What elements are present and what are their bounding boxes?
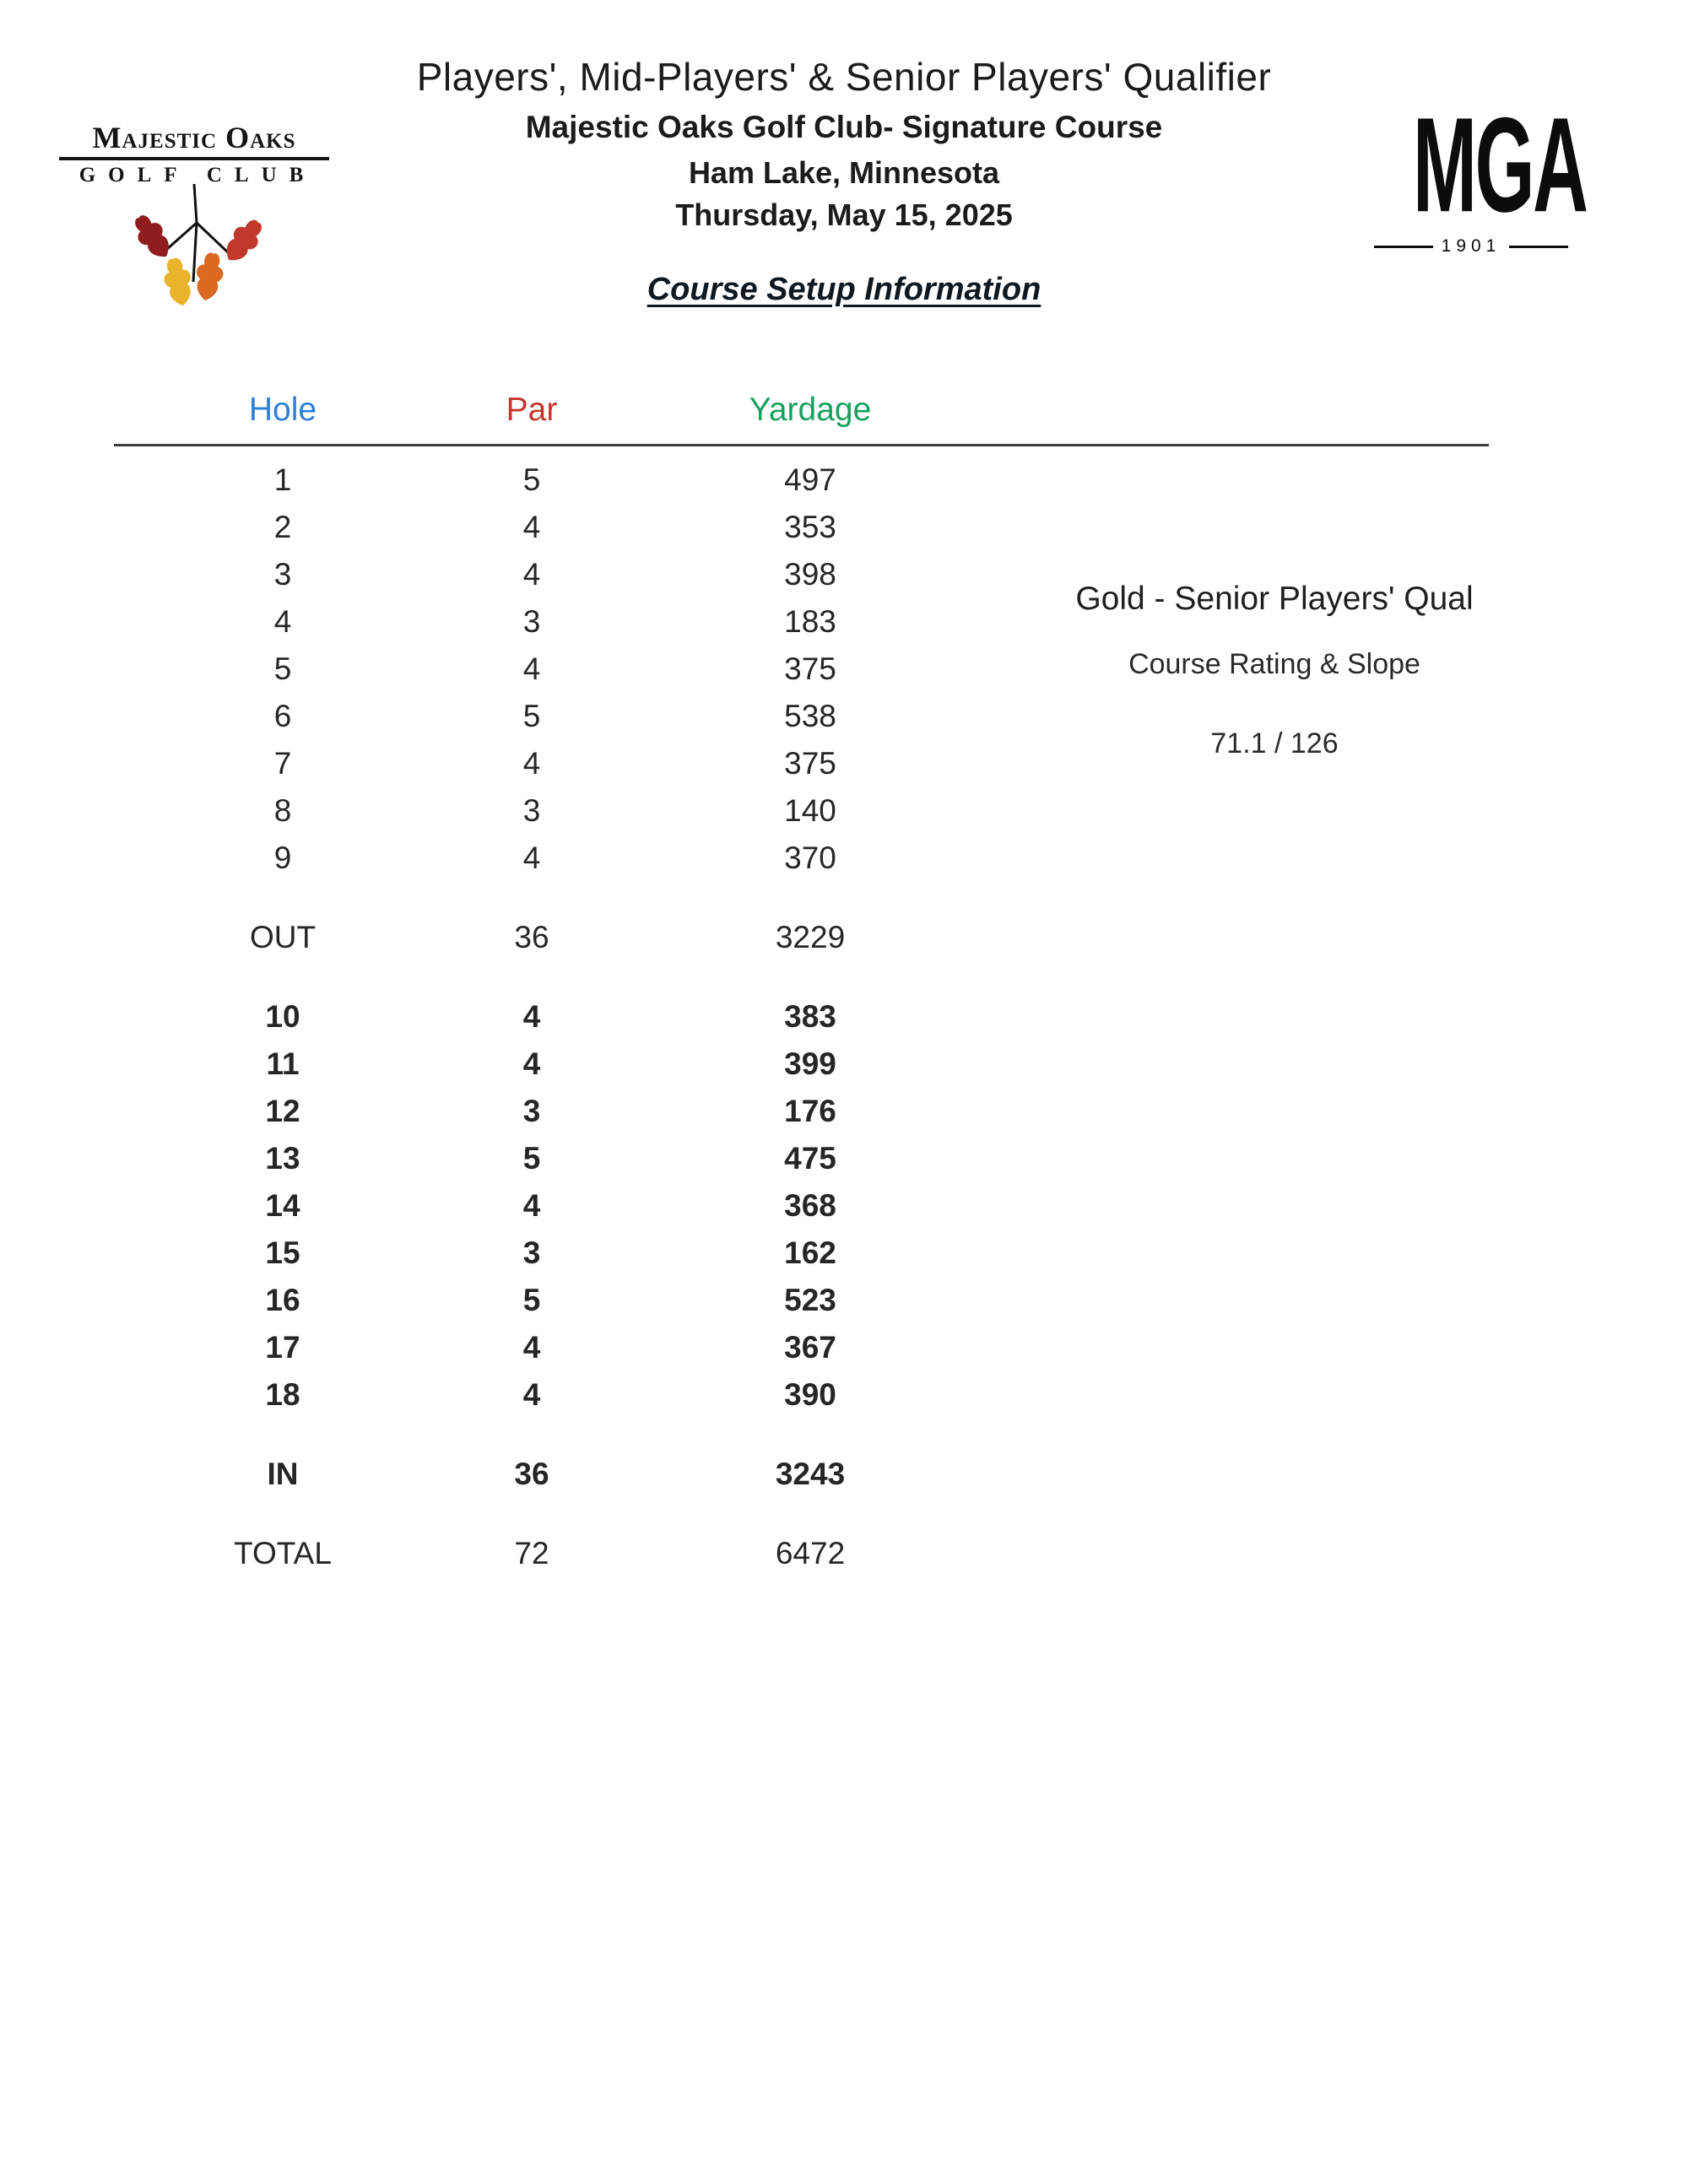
yardage-cell: 398 — [784, 557, 836, 592]
table-row — [114, 1182, 1489, 1230]
hole-cell: 18 — [265, 1377, 300, 1412]
table-row — [114, 1088, 1489, 1135]
yardage-cell: 370 — [784, 841, 836, 875]
par-cell: 4 — [522, 557, 541, 592]
table-row-out-summary — [114, 914, 1489, 961]
par-cell: 3 — [522, 1235, 541, 1270]
yardage-cell: 3229 — [775, 920, 846, 954]
yardage-cell: 475 — [784, 1141, 836, 1176]
par-cell: 4 — [522, 999, 541, 1034]
hole-cell: IN — [267, 1457, 299, 1491]
hole-cell: 6 — [273, 699, 292, 733]
hole-cell: 10 — [265, 999, 300, 1034]
table-row — [114, 993, 1489, 1041]
table-row — [114, 1277, 1489, 1324]
section-title: Course Setup Information — [647, 272, 1041, 307]
par-cell: 5 — [522, 1283, 541, 1317]
yardage-cell: 162 — [784, 1235, 836, 1270]
yardage-cell: 375 — [784, 746, 836, 781]
hole-cell: 9 — [273, 841, 292, 875]
hole-cell: 3 — [273, 557, 292, 592]
par-cell: 3 — [522, 604, 541, 639]
oak-leaves-icon — [114, 182, 274, 309]
table-row — [114, 457, 1489, 504]
table-row — [114, 1371, 1489, 1419]
column-header-yardage: Yardage — [749, 392, 872, 428]
par-cell: 36 — [514, 920, 549, 954]
majestic-oaks-logo — [59, 120, 329, 309]
mga-letters: MGA — [1413, 89, 1587, 241]
hole-cell: 7 — [273, 746, 292, 781]
yardage-cell: 368 — [784, 1188, 836, 1223]
par-cell: 4 — [522, 1046, 541, 1081]
par-cell: 4 — [522, 841, 541, 875]
table-row-in-summary — [114, 1451, 1489, 1498]
hole-cell: TOTAL — [234, 1536, 332, 1570]
yardage-cell: 176 — [784, 1094, 836, 1128]
hole-cell: 13 — [265, 1141, 300, 1176]
par-cell: 4 — [522, 1377, 541, 1412]
yardage-cell: 353 — [784, 510, 836, 544]
tee-name: Gold - Senior Players' Qual — [1075, 581, 1474, 617]
course-name: Majestic Oaks Golf Club- Signature Course — [525, 110, 1163, 144]
tee-info-block — [996, 579, 1553, 761]
par-cell: 4 — [522, 510, 541, 544]
yardage-cell: 367 — [784, 1330, 836, 1365]
par-cell: 36 — [514, 1457, 549, 1491]
club-logo-subtitle: GOLF CLUB — [78, 164, 316, 187]
par-cell: 4 — [522, 651, 541, 686]
hole-cell: 12 — [265, 1094, 300, 1128]
table-row — [114, 787, 1489, 835]
yardage-cell: 183 — [784, 604, 836, 639]
hole-cell: 4 — [273, 604, 292, 639]
course-rating-value: 71.1 / 126 — [1210, 727, 1339, 760]
par-cell: 72 — [514, 1536, 549, 1570]
hole-cell: 16 — [265, 1283, 300, 1317]
yardage-cell: 399 — [784, 1046, 836, 1081]
par-cell: 4 — [522, 1188, 541, 1223]
yardage-cell: 6472 — [775, 1536, 846, 1570]
hole-cell: 14 — [265, 1188, 300, 1223]
mga-year: 1901 — [1441, 236, 1501, 256]
hole-cell: 8 — [273, 793, 292, 828]
hole-cell: 17 — [265, 1330, 300, 1365]
par-cell: 4 — [522, 1330, 541, 1365]
hole-cell: OUT — [249, 920, 316, 954]
yardage-cell: 375 — [784, 651, 836, 686]
course-rating-label: Course Rating & Slope — [1128, 648, 1420, 680]
mga-year-line-right — [1509, 246, 1568, 248]
par-cell: 4 — [522, 746, 541, 781]
yardage-cell: 3243 — [775, 1457, 846, 1491]
table-row — [114, 1230, 1489, 1277]
event-date: Thursday, May 15, 2025 — [675, 197, 1013, 232]
hole-cell: 15 — [265, 1235, 300, 1270]
mga-year-line-left — [1374, 246, 1433, 248]
yardage-cell: 523 — [784, 1283, 836, 1317]
par-cell: 3 — [522, 1094, 541, 1128]
event-location: Ham Lake, Minnesota — [688, 155, 1000, 190]
column-header-hole: Hole — [248, 392, 317, 428]
table-row — [114, 1324, 1489, 1371]
table-row — [114, 1135, 1489, 1182]
table-row-total-summary — [114, 1530, 1489, 1577]
hole-cell: 11 — [266, 1046, 300, 1081]
par-cell: 5 — [522, 699, 541, 733]
par-cell: 3 — [522, 793, 541, 828]
column-header-par: Par — [506, 392, 558, 428]
table-row — [114, 504, 1489, 551]
par-cell: 5 — [522, 462, 541, 497]
table-row — [114, 1041, 1489, 1088]
mga-logo — [1374, 89, 1587, 257]
club-logo-name: Majestic Oaks — [59, 120, 329, 160]
course-setup-table — [114, 390, 1489, 1577]
table-row — [114, 835, 1489, 882]
yardage-cell: 538 — [784, 699, 836, 733]
yardage-cell: 383 — [784, 999, 836, 1034]
hole-cell: 5 — [273, 651, 292, 686]
header-divider-line — [114, 444, 1489, 446]
event-title: Players', Mid-Players' & Senior Players' Qualifier — [416, 55, 1272, 99]
hole-cell: 1 — [273, 462, 292, 497]
yardage-cell: 497 — [784, 462, 836, 497]
hole-cell: 2 — [273, 510, 292, 544]
yardage-cell: 390 — [784, 1377, 836, 1412]
table-header-row — [114, 390, 1489, 430]
par-cell: 5 — [522, 1141, 541, 1176]
yardage-cell: 140 — [784, 793, 836, 828]
